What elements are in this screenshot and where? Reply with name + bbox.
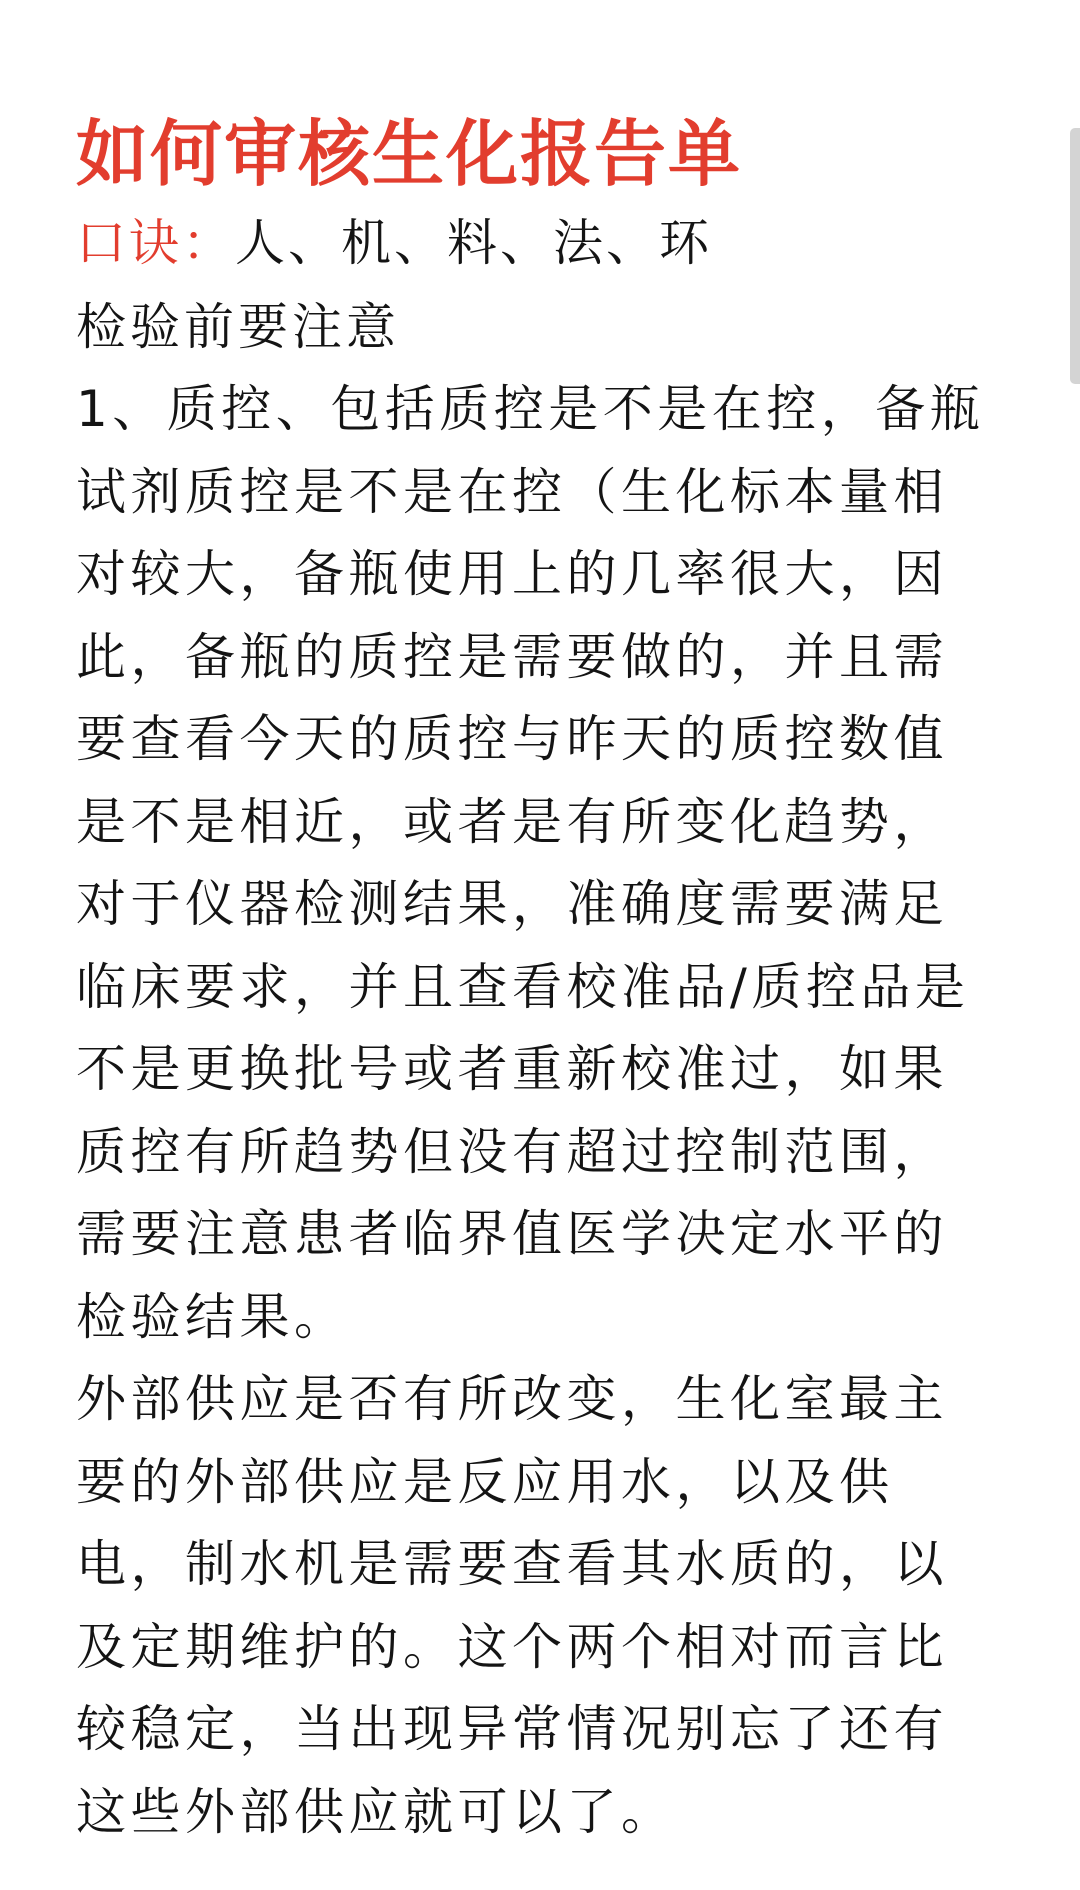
motto-label: 口诀： xyxy=(76,214,235,272)
paragraph-quality-control: 1、质控、包括质控是不是在控，备瓶试剂质控是不是在控（生化标本量相对较大，备瓶使用上的几率很大，因此，备瓶的质控是需要做的，并且需要查看今天的质控与昨天的质控数值是不是相近，或者是有所变化趋势，对于仪器检测结果，准确度需要满足临床要求，并且查看校准品/质控品是不是更换批号或者重新校准过，如果质控有所趋势但没有超过控制范围，需要注意患者临界值医学决定水平的检验结果。 xyxy=(76,380,985,1346)
article-body xyxy=(76,108,996,1853)
paragraph-external-supply: 外部供应是否有所改变，生化室最主要的外部供应是反应用水，以及供电，制水机是需要查看其水质的，以及定期维护的。这个两个相对而言比较稳定，当出现异常情况别忘了还有这些外部供应就可以了。 xyxy=(76,1370,948,1841)
motto-text: 人、机、料、法、环 xyxy=(235,214,712,272)
section-subheading: 检验前要注意 xyxy=(76,298,400,356)
scrollbar-thumb[interactable] xyxy=(1070,128,1080,384)
article-title: 如何审核生化报告单 xyxy=(76,112,743,196)
motto-line xyxy=(76,200,996,286)
